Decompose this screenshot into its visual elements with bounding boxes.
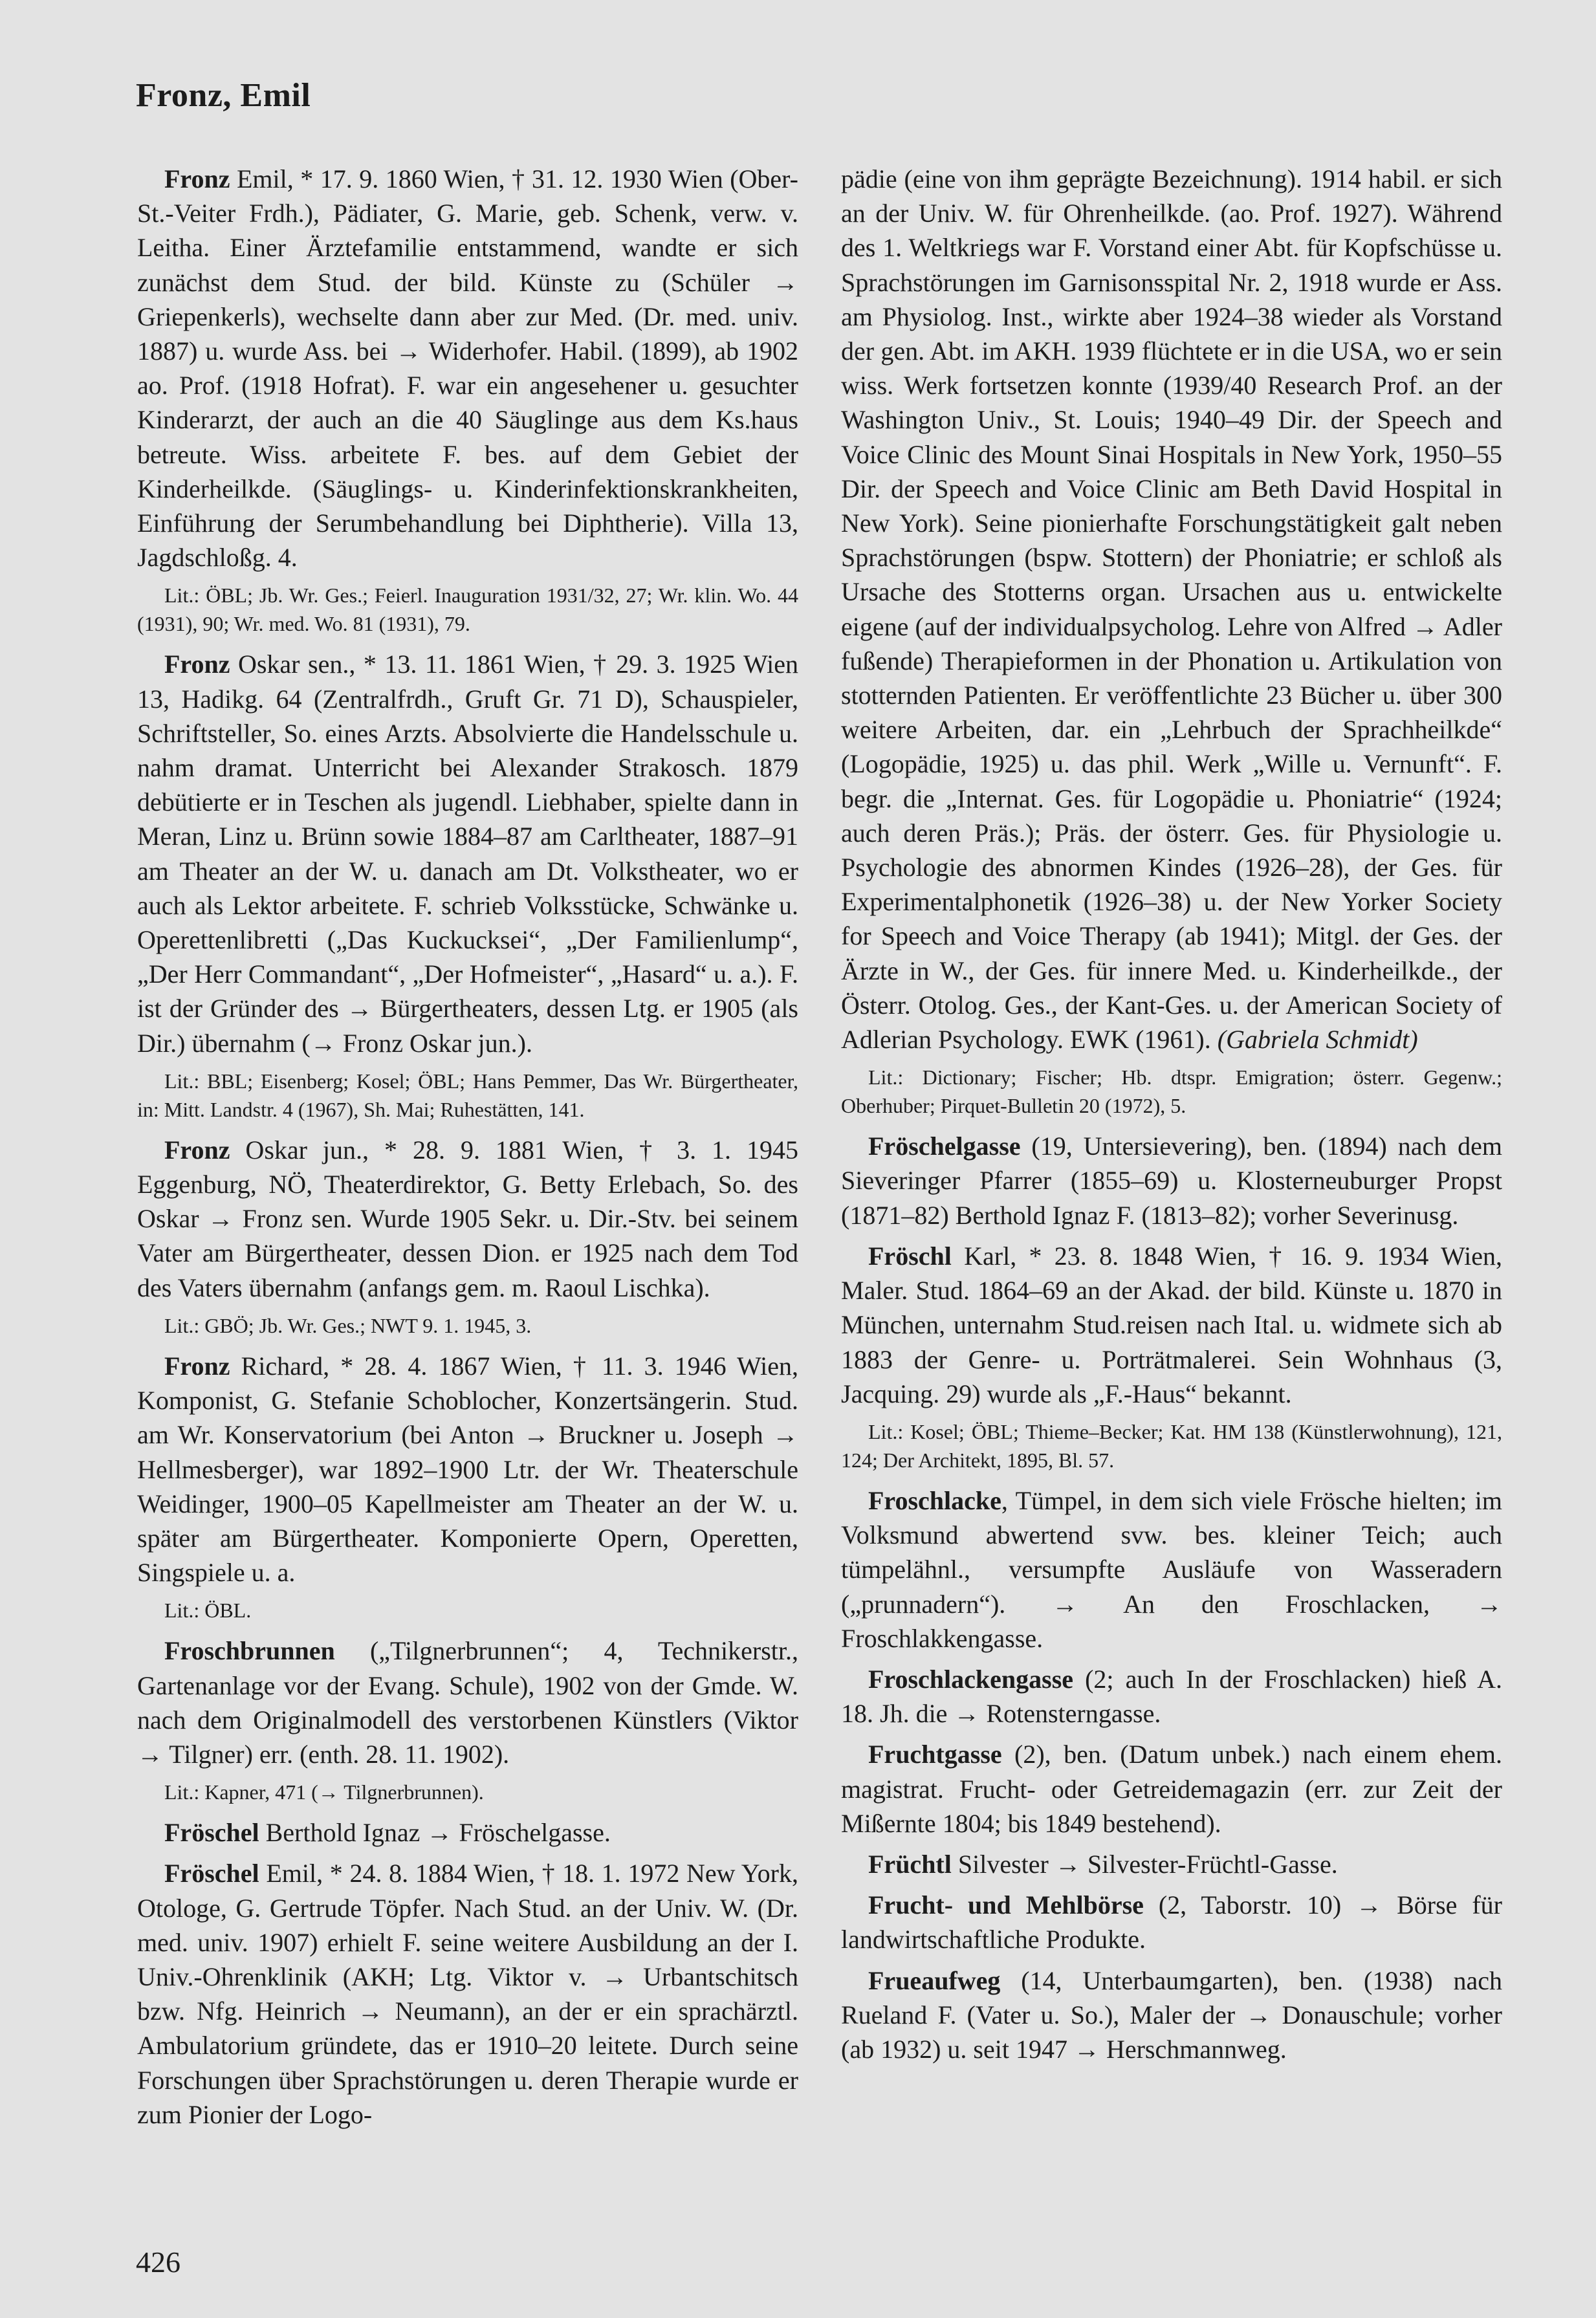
headword: Fronz xyxy=(164,1351,230,1381)
entry-text: , Tümpel, in dem sich viele Frösche hielten; im Volksmund abwertend svw. bes. kleiner Teich; auch tümpelähnl., versumpfte Ausläufe von Wasseradern („prunnadern“). → An den Froschlacken, → Froschlakkengasse. xyxy=(841,1485,1502,1653)
headword: Fronz xyxy=(164,650,230,679)
literature-note: Lit.: ÖBL. xyxy=(164,1599,252,1623)
entry-text: Oskar jun., * 28. 9. 1881 Wien, † 3. 1. 1945 Eggenburg, NÖ, Theaterdirektor, G. Betty Erlebach, So. des Oskar → Fronz sen. Wurde 1905 Sekr. u. Dir.-Stv. bei seinem Vater am Bürgertheater, dessen Dion. er 1925 nach dem Tod des Vaters übernahm (anfangs gem. m. Raoul Lischka). xyxy=(137,1135,798,1302)
entry-fruchtgasse xyxy=(841,1737,1502,1841)
entry-text: Emil, * 24. 8. 1884 Wien, † 18. 1. 1972 New York, Otologe, G. Gertrude Töpfer. Nach Stud. an der Univ. W. (Dr. med. univ. 1907) erhielt F. seine weitere Ausbildung an der I. Univ.-Ohrenklinik (AKH; Ltg. Viktor v. → Urbantschitsch bzw. Nfg. Heinrich → Neumann), an der er ein sprachärztl. Ambulatorium gründete, das er 1910–20 leitete. Durch seine Forschungen über Sprachstörungen u. deren Therapie wurde er zum Pionier der Logo- xyxy=(137,1859,798,2129)
entry-froschbrunnen xyxy=(137,1634,798,1771)
right-column xyxy=(841,162,1502,2073)
entry-text: (14, Unterbaumgarten), ben. (1938) nach Rueland F. (Vater u. So.), Maler der → Donauschule; vorher (ab 1932) u. seit 1947 → Herschmannweg. xyxy=(841,1965,1502,2064)
left-column xyxy=(137,162,798,2138)
headword: Froschlackengasse xyxy=(868,1664,1074,1694)
entry-text: (2; auch In der Froschlacken) hieß A. 18. Jh. die → Rotensterngasse. xyxy=(841,1664,1502,1729)
entry-text: Oskar sen., * 13. 11. 1861 Wien, † 29. 3. 1925 Wien 13, Hadikg. 64 (Zentralfrdh., Gruft Gr. 71 D), Schauspieler, Schriftsteller, So. eines Arzts. Absolvierte die Handelsschule u. nahm dramat. Unterricht bei Alexander Strakosch. 1879 debütierte er in Teschen als jugendl. Liebhaber, spielte dann in Meran, Linz u. Brünn sowie 1884–87 am Carltheater, 1887–91 am Theater an der W. u. danach am Dt. Volkstheater, wo er auch als Lektor arbeitete. F. schrieb Volksstücke, Schwänke u. Operettenlibretti („Das Kuckucksei“, „Der Familienlump“, „Der Herr Commandant“, „Der Hofmeister“, „Hasard“ u. a.). F. ist der Gründer des → Bürgertheaters, dessen Ltg. er 1905 (als Dir.) übernahm (→ Fronz Oskar jun.). xyxy=(137,650,798,1058)
headword: Froschbrunnen xyxy=(164,1636,335,1666)
entry-text: Karl, * 23. 8. 1848 Wien, † 16. 9. 1934 Wien, Maler. Stud. 1864–69 an der Akad. der bild. Künste u. 1870 in München, unternahm Stud.reisen nach Ital. u. widmete sich ab 1883 der Genre- u. Porträtmalerei. Sein Wohnhaus (3, Jacquing. 29) wurde als „F.-Haus“ bekannt. xyxy=(841,1241,1502,1408)
entry-froeschel-berthold xyxy=(137,1815,798,1850)
page-number: 426 xyxy=(136,2246,180,2279)
headword: Fröschl xyxy=(868,1241,952,1271)
headword: Frueaufweg xyxy=(868,1965,1001,1995)
entry-text: (19, Untersievering), ben. (1894) nach dem Sieveringer Pfarrer (1855–69) u. Klosterneuburger Propst (1871–82) Berthold Ignaz F. (1813–82); vorher Severinusg. xyxy=(841,1132,1502,1230)
entry-fronz-emil xyxy=(137,162,798,574)
entry-frucht-und-mehlboerse xyxy=(841,1888,1502,1956)
literature-note: Lit.: Kapner, 471 (→ Tilgnerbrunnen). xyxy=(164,1780,484,1804)
literature-note: Lit.: Dictionary; Fischer; Hb. dtspr. Emigration; österr. Gegenw.; Oberhuber; Pirquet-Bulletin 20 (1972), 5. xyxy=(841,1066,1502,1118)
entry-froeschl-karl xyxy=(841,1239,1502,1411)
author-signature: (Gabriela Schmidt) xyxy=(1210,1025,1418,1055)
headword: Früchtl xyxy=(868,1849,952,1879)
entry-froeschel-emil xyxy=(137,1856,798,2132)
headword: Froschlacke xyxy=(868,1485,1001,1515)
entry-froeschelgasse xyxy=(841,1129,1502,1232)
entry-text: pädie (eine von ihm geprägte Bezeichnung). 1914 habil. er sich an der Univ. W. für Ohrenheilkde. (ao. Prof. 1927). Während des 1. Weltkriegs war F. Vorstand einer Abt. für Kopfschüsse u. Sprachstörungen im Garnisonsspital Nr. 2, 1918 wurde er Ass. am Physiolog. Inst., wirkte aber 1924–38 wieder als Vorstand der gen. Abt. im AKH. 1939 flüchtete er in die USA, wo er sein wiss. Werk fortsetzen konnte (1939/40 Research Prof. an der Washington Univ., St. Louis; 1940–49 Dir. der Speech and Voice Clinic des Mount Sinai Hospitals in New York, 1950–55 Dir. der Speech and Voice Clinic am Beth David Hospital in New York). Seine pionierhafte Forschungstätigkeit galt neben Sprachstörungen (bspw. Stottern) der Phoniatrie; er schloß als Ursache des Stotterns organ. Ursachen aus u. entwickelte eigene (auf der individualpsycholog. Lehre von Alfred → Adler fußende) Therapieformen in der Phonation u. Artikulation von stotternden Patienten. Er veröffentlichte 23 Bücher u. über 300 weitere Arbeiten, dar. ein „Lehrbuch der Sprachheilkde“ (Logopädie, 1925) u. das phil. Werk „Wille u. Vernunft“. F. begr. die „Internat. Ges. für Logopädie u. Phoniatrie“ (1924; auch deren Präs.); Präs. der österr. Ges. für Physiologie u. Psychologie des abnormen Kindes (1926–28), der Ges. für Experimentalphonetik (1926–38) u. der New Yorker Society for Speech and Voice Therapy (ab 1941); Mitgl. der Ges. der Ärzte in W., der Ges. für innere Med. u. Kinderheilkde., der Österr. Otolog. Ges., der Kant-Ges. u. der American Society of Adlerian Psychology. EWK (1961). xyxy=(841,164,1502,1055)
headword: Frucht- und Mehlbörse xyxy=(868,1890,1144,1920)
entry-fronz-oskar-sen xyxy=(137,647,798,1060)
literature-note: Lit.: Kosel; ÖBL; Thieme–Becker; Kat. HM 138 (Künstlerwohnung), 121, 124; Der Architekt, 1895, Bl. 57. xyxy=(841,1419,1502,1472)
entry-text: („Tilgnerbrunnen“; 4, Technikerstr., Gartenanlage vor der Evang. Schule), 1902 von der Gmde. W. nach dem Originalmodell des verstorbenen Künstlers (Viktor → Tilgner) err. (enth. 28. 11. 1902). xyxy=(137,1636,798,1769)
entry-text: (2), ben. (Datum unbek.) nach einem ehem. magistrat. Frucht- oder Getreidemagazin (err. zur Zeit der Mißernte 1804; bis 1849 bestehend). xyxy=(841,1740,1502,1838)
entry-text: Silvester → Silvester-Früchtl-Gasse. xyxy=(951,1849,1338,1879)
entry-text: (2, Taborstr. 10) → Börse für landwirtschaftliche Produkte. xyxy=(841,1890,1502,1954)
literature-note: Lit.: GBÖ; Jb. Wr. Ges.; NWT 9. 1. 1945, 3. xyxy=(164,1313,532,1337)
entry-froeschel-emil-continued xyxy=(841,162,1502,1056)
headword: Fronz xyxy=(164,1135,230,1164)
literature-note: Lit.: BBL; Eisenberg; Kosel; ÖBL; Hans Pemmer, Das Wr. Bürgertheater, in: Mitt. Landstr. 4 (1967), Sh. Mai; Ruhestätten, 141. xyxy=(137,1069,798,1121)
headword: Fröschelgasse xyxy=(868,1132,1021,1161)
headword: Fröschel xyxy=(164,1859,259,1888)
running-header: Fronz, Emil xyxy=(136,77,311,114)
entry-text: Emil, * 17. 9. 1860 Wien, † 31. 12. 1930 Wien (Ober-St.-Veiter Frdh.), Pädiater, G. Marie, geb. Schenk, verw. v. Leitha. Einer Ärztefamilie entstammend, wandte er sich zunächst dem Stud. der bild. Künste zu (Schüler → Griepenkerls), wechselte dann aber zur Med. (Dr. med. univ. 1887) u. wurde Ass. bei → Widerhofer. Habil. (1899), ab 1902 ao. Prof. (1918 Hofrat). F. war ein angesehener u. gesuchter Kinderarzt, der auch an die 40 Säuglinge aus dem Ks.haus betreute. Wiss. arbeitete F. bes. auf dem Gebiet der Kinderheilkde. (Säuglings- u. Kinderinfektionskrankheiten, Einführung der Serumbehandlung bei Diphtherie). Villa 13, Jagdschloßg. 4. xyxy=(137,164,798,573)
headword: Fruchtgasse xyxy=(868,1740,1002,1769)
headword: Fronz xyxy=(164,164,230,193)
entry-fruechtl-silvester xyxy=(841,1847,1502,1881)
entry-froschlacke xyxy=(841,1483,1502,1656)
entry-text: Richard, * 28. 4. 1867 Wien, † 11. 3. 1946 Wien, Komponist, G. Stefanie Schoblocher, Konzertsängerin. Stud. am Wr. Konservatorium (bei Anton → Bruckner u. Joseph → Hellmesberger), war 1892–1900 Ltr. der Wr. Theaterschule Weidinger, 1900–05 Kapellmeister am Theater an der W. u. später am Bürgertheater. Komponierte Opern, Operetten, Singspiele u. a. xyxy=(137,1351,798,1588)
entry-text: Berthold Ignaz → Fröschelgasse. xyxy=(259,1818,611,1848)
entry-fronz-oskar-jun xyxy=(137,1133,798,1305)
entry-fronz-richard xyxy=(137,1349,798,1590)
literature-note: Lit.: ÖBL; Jb. Wr. Ges.; Feierl. Inauguration 1931/32, 27; Wr. klin. Wo. 44 (1931), 90; Wr. med. Wo. 81 (1931), 79. xyxy=(137,584,798,636)
entry-froschlackengasse xyxy=(841,1662,1502,1731)
entry-frueaufweg xyxy=(841,1963,1502,2067)
headword: Fröschel xyxy=(164,1818,259,1848)
